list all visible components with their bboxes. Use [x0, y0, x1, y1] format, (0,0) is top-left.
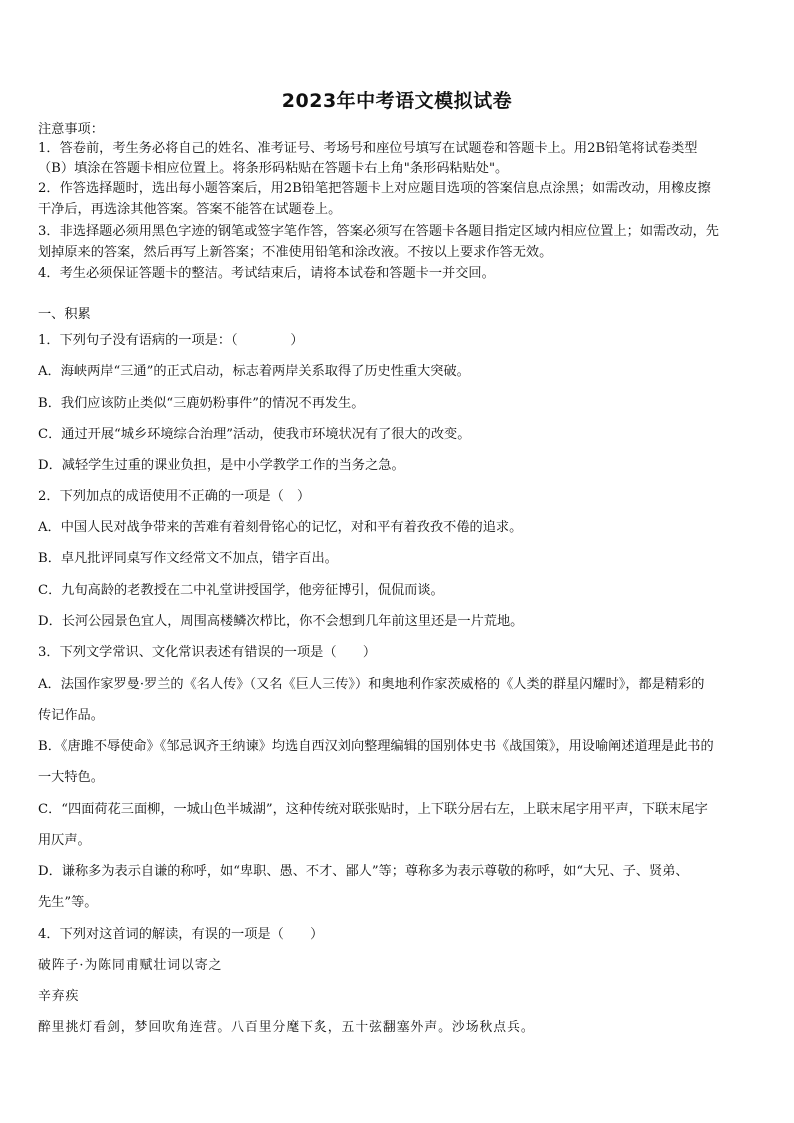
section-heading: 一、积累: [38, 307, 91, 322]
notice-line: 干净后，再选涂其他答案。答案不能答在试题卷上。: [38, 202, 342, 217]
question-1-option-b: B．我们应该防止类似“三鹿奶粉事件”的情况不再发生。: [38, 396, 365, 411]
question-1-stem: 1．下列句子没有语病的一项是：（ ）: [38, 333, 304, 348]
question-2-option-d: D．长河公园景色宜人，周围高楼鳞次栉比，你不会想到几年前这里还是一片荒地。: [38, 614, 524, 629]
notice-line: 3．非选择题必须用黑色字迹的钢笔或签字笔作答，答案必须写在答题卡各题目指定区域内相应位置上；如需改动，先: [38, 224, 719, 239]
notice-line: 1．答卷前，考生务必将自己的姓名、准考证号、考场号和座位号填写在试题卷和答题卡上。用2B铅笔将试卷类型: [38, 141, 698, 156]
poem-author: 辛弃疾: [38, 989, 80, 1004]
question-3-stem: 3．下列文学常识、文化常识表述有错误的一项是（ ）: [38, 645, 377, 660]
question-2-option-c: C．九旬高龄的老教授在二中礼堂讲授国学，他旁征博引，侃侃而谈。: [38, 583, 444, 598]
question-1-option-c: C．通过开展“城乡环境综合治理”活动，使我市环境状况有了很大的改变。: [38, 427, 471, 442]
question-3-option-c: C．“四面荷花三面柳，一城山色半城湖”，这种传统对联张贴时，上下联分居右左，上联末尾字用平声，下联末尾字: [38, 802, 708, 817]
question-3-option-b-cont: 一大特色。: [38, 770, 104, 785]
question-3-option-a: A．法国作家罗曼·罗兰的《名人传》（又名《巨人三传》）和奥地利作家茨威格的《人类的群星闪耀时》，都是精彩的: [38, 677, 705, 692]
question-3-option-c-cont: 用仄声。: [38, 833, 91, 848]
question-2-stem: 2．下列加点的成语使用不正确的一项是（ ）: [38, 489, 311, 504]
question-1-option-d: D．减轻学生过重的课业负担，是中小学教学工作的当务之急。: [38, 458, 405, 473]
notice-line: 2．作答选择题时，选出每小题答案后，用2B铅笔把答题卡上对应题目选项的答案信息点涂黑；如需改动，用橡皮擦: [38, 181, 711, 196]
question-1-option-a: A．海峡两岸“三通”的正式启动，标志着两岸关系取得了历史性重大突破。: [38, 364, 470, 379]
notice-line: 划掉原来的答案，然后再写上新答案；不准使用铅笔和涂改液。不按以上要求作答无效。: [38, 245, 553, 260]
notice-heading: 注意事项：: [38, 122, 104, 137]
question-2-option-a: A．中国人民对战争带来的苦难有着刻骨铭心的记忆，对和平有着孜孜不倦的追求。: [38, 520, 523, 535]
question-3-option-a-cont: 传记作品。: [38, 708, 104, 723]
poem-line: 醉里挑灯看剑，梦回吹角连营。八百里分麾下炙，五十弦翻塞外声。沙场秋点兵。: [38, 1020, 535, 1035]
poem-title: 破阵子·为陈同甫赋壮词以寄之: [38, 958, 223, 973]
notice-line: 4．考生必须保证答题卡的整洁。考试结束后，请将本试卷和答题卡一并交回。: [38, 266, 495, 281]
question-4-stem: 4．下列对这首词的解读，有误的一项是（ ）: [38, 927, 324, 942]
exam-title: 2023年中考语文模拟试卷: [281, 90, 513, 112]
question-3-option-b: B．《唐雎不辱使命》《邹忌讽齐王纳谏》均选自西汉刘向整理编辑的国别体史书《战国策》，用设喻阐述道理是此书的: [38, 739, 714, 754]
notice-line: （B）填涂在答题卡相应位置上。将条形码粘贴在答题卡右上角"条形码粘贴处"。: [38, 161, 509, 176]
question-3-option-d: D．谦称多为表示自谦的称呼，如“卑职、愚、不才、鄙人”等；尊称多为表示尊敬的称呼，如“大兄、子、贤弟、: [38, 864, 689, 879]
question-2-option-b: B．卓凡批评同桌写作文经常文不加点，错字百出。: [38, 551, 338, 566]
question-3-option-d-cont: 先生”等。: [38, 895, 98, 910]
